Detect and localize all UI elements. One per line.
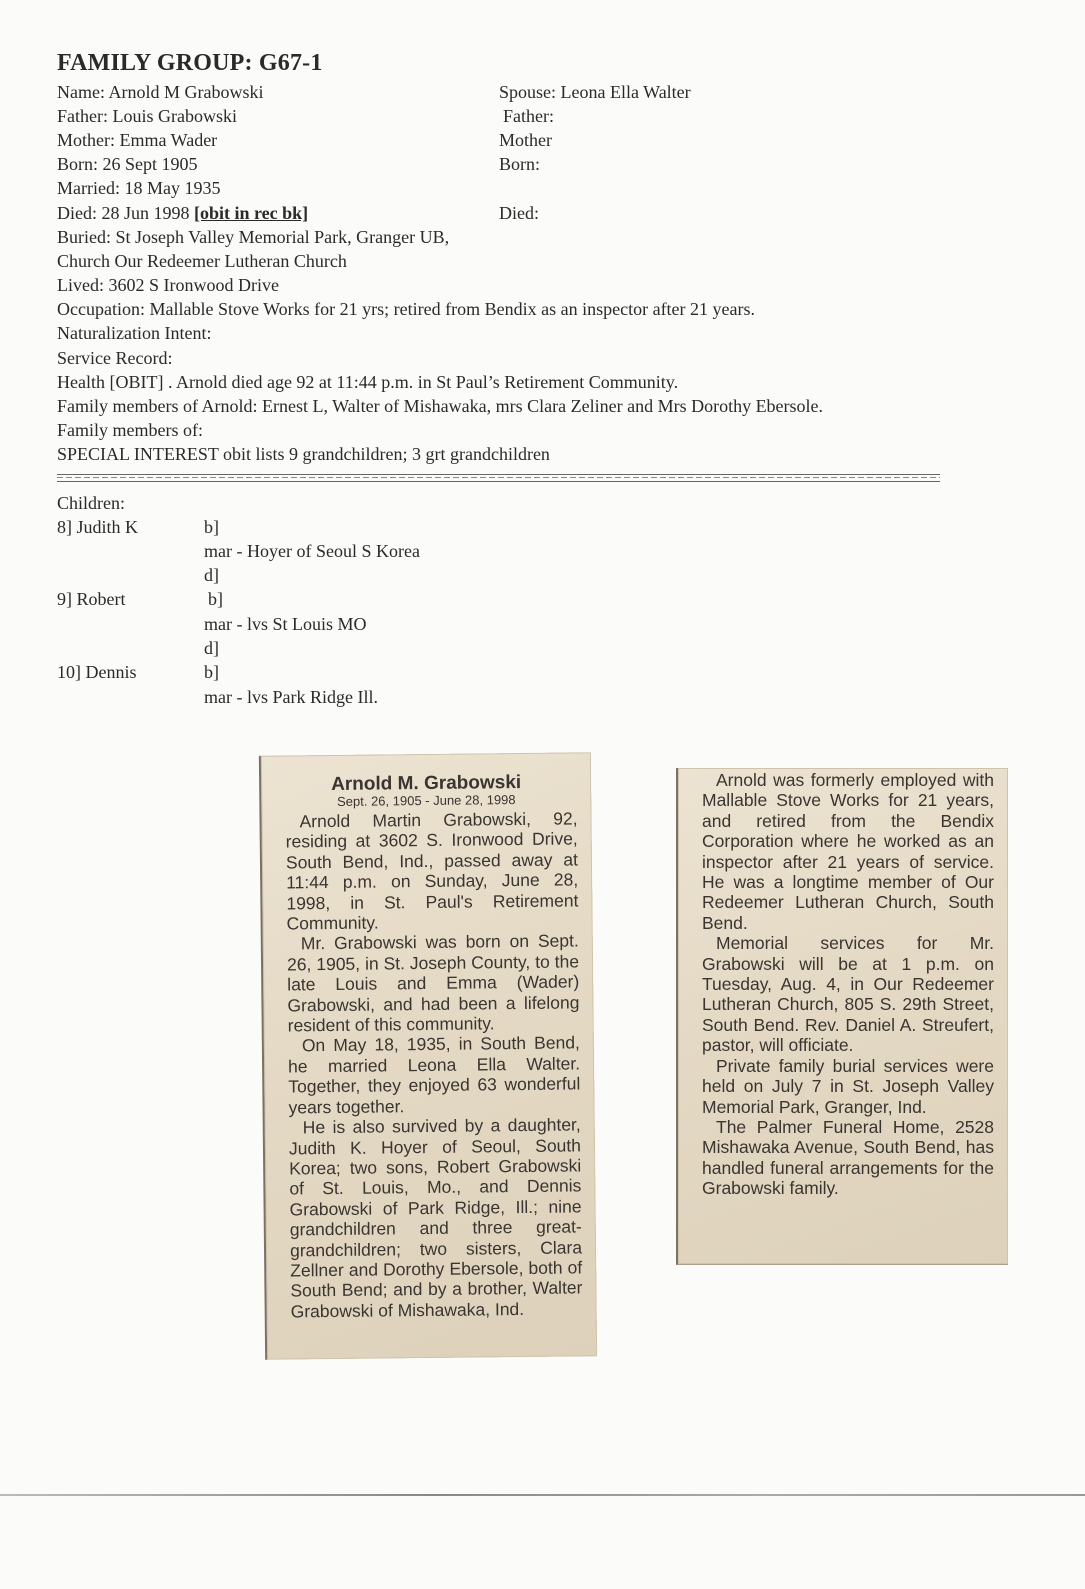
child-birth: b] xyxy=(208,589,223,609)
obituary-body-right xyxy=(678,768,1008,1199)
child-marriage: mar - lvs St Louis MO xyxy=(204,614,367,634)
obituary-paragraph: He is also survived by a daughter, Judith K. Hoyer of Seoul, South Korea; two sons, Robert Grabowski of St. Louis, Mo., and Dennis Grabowski of Park Ridge, Ill.; nine grandchildren and three great-grandchildren; two sisters, Clara Zellner and Dorothy Ebersole, both of South Bend; and by a brother, Walter Grabowski of Mishawaka, Ind. xyxy=(288,1114,583,1322)
spouse-born-field: Born: xyxy=(499,154,541,174)
scan-edge-line xyxy=(0,1494,1085,1496)
obituary-clipping-right xyxy=(676,768,1008,1265)
children-heading: Children: xyxy=(57,493,125,513)
died-field xyxy=(57,201,308,225)
child-name: 8] Judith K xyxy=(57,517,138,537)
obituary-paragraph: Memorial services for Mr. Grabowski will be at 1 p.m. on Tuesday, Aug. 4, in Our Redeemer Lutheran Church, 805 S. 29th Street, South Bend. Rev. Daniel A. Streufert, pastor, will officiate. xyxy=(702,933,994,1056)
spouse-field: Spouse: Leona Ella Walter xyxy=(499,82,691,102)
obituary-body-left xyxy=(261,808,596,1322)
obituary-paragraph: Mr. Grabowski was born on Sept. 26, 1905, in St. Joseph County, to the late Louis and Emma (Wader) Grabowski, and had been a lifelong resident of this community. xyxy=(286,930,580,1036)
family-members-of: Family members of: xyxy=(57,420,203,440)
obituary-paragraph: Arnold Martin Grabowski, 92, residing at 3602 S. Ironwood Drive, South Bend, Ind., passed away at 11:44 p.m. on Sunday, June 28, 1998, in St. Paul's Retirement Community. xyxy=(285,808,579,934)
obituary-paragraph: Arnold was formerly employed with Mallable Stove Works for 21 years, and retired from the Bendix Corporation where he worked as an inspector after 21 years of service. He was a longtime member of Our Redeemer Lutheran Church, South Bend. xyxy=(702,770,994,933)
child-marriage: mar - Hoyer of Seoul S Korea xyxy=(204,541,420,561)
health-field: Health [OBIT] . Arnold died age 92 at 11:44 p.m. in St Paul’s Retirement Community. xyxy=(57,372,679,392)
born-field: Born: 26 Sept 1905 xyxy=(57,154,198,174)
child-name: 10] Dennis xyxy=(57,662,137,682)
naturalization-field: Naturalization Intent: xyxy=(57,323,212,343)
obituary-clipping-left xyxy=(259,752,597,1359)
spouse-died-field: Died: xyxy=(499,203,539,223)
child-death: d] xyxy=(204,565,219,585)
section-divider xyxy=(57,474,940,482)
occupation-field: Occupation: Mallable Stove Works for 21 yrs; retired from Bendix as an inspector after 21 years. xyxy=(57,299,756,319)
married-field: Married: 18 May 1935 xyxy=(57,178,221,198)
child-birth: b] xyxy=(204,662,219,682)
name-field: Name: Arnold M Grabowski xyxy=(57,82,264,102)
child-death: d] xyxy=(204,638,219,658)
obituary-headline: Arnold M. Grabowski xyxy=(331,772,522,795)
child-birth: b] xyxy=(204,517,219,537)
church-field: Church Our Redeemer Lutheran Church xyxy=(57,251,347,271)
child-name: 9] Robert xyxy=(57,589,126,609)
spouse-father-field: Father: xyxy=(503,106,554,126)
obituary-dates: Sept. 26, 1905 - June 28, 1998 xyxy=(336,792,516,809)
child-marriage: mar - lvs Park Ridge Ill. xyxy=(204,687,378,707)
lived-field: Lived: 3602 S Ironwood Drive xyxy=(57,275,279,295)
obituary-paragraph: Private family burial services were held on July 7 in St. Joseph Valley Memorial Park, Granger, Ind. xyxy=(702,1055,994,1117)
spouse-mother-field: Mother xyxy=(499,130,552,150)
mother-field: Mother: Emma Wader xyxy=(57,130,218,150)
obit-link[interactable]: [obit in rec bk] xyxy=(194,203,309,223)
father-field: Father: Louis Grabowski xyxy=(57,106,237,126)
family-members-arnold: Family members of Arnold: Ernest L, Walter of Mishawaka, mrs Clara Zeliner and Mrs Dorothy Ebersole. xyxy=(57,396,824,416)
obituary-paragraph: The Palmer Funeral Home, 2528 Mishawaka Avenue, South Bend, has handled funeral arrangements for the Grabowski family. xyxy=(702,1116,994,1199)
died-text: Died: 28 Jun 1998 xyxy=(57,203,194,223)
obituary-paragraph: On May 18, 1935, in South Bend, he married Leona Ella Walter. Together, they enjoyed 63 wonderful years together. xyxy=(287,1032,581,1118)
special-interest-field: SPECIAL INTEREST obit lists 9 grandchildren; 3 grt grandchildren xyxy=(57,444,550,464)
buried-field: Buried: St Joseph Valley Memorial Park, Granger UB, xyxy=(57,227,450,247)
page-title: FAMILY GROUP: G67-1 xyxy=(57,50,323,76)
service-record-field: Service Record: xyxy=(57,348,173,368)
